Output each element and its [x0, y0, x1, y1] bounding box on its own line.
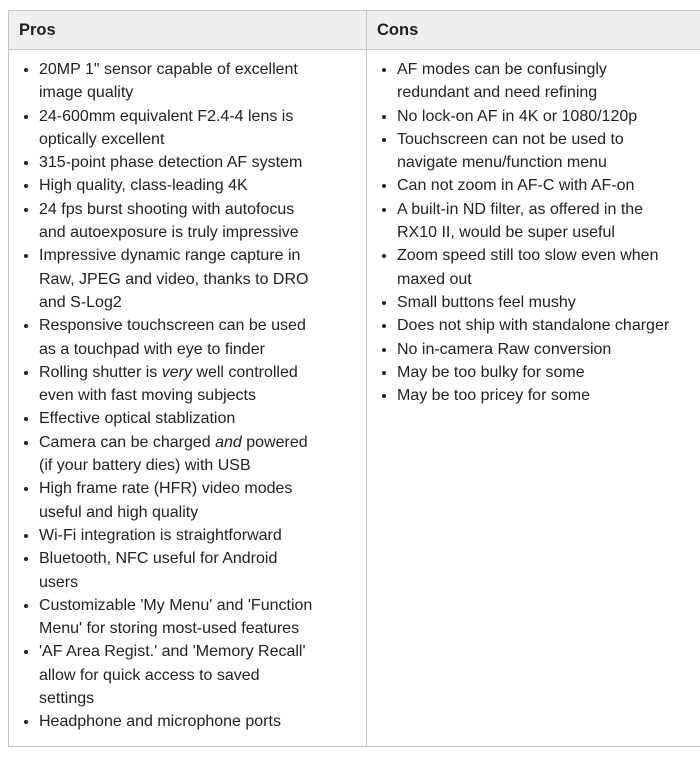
list-item: • May be too pricey for some [397, 384, 677, 407]
pros-list [9, 58, 317, 734]
list-item: • No lock-on AF in 4K or 1080/120p [397, 105, 677, 128]
table-body-row [9, 50, 700, 747]
cons-list [367, 58, 677, 407]
list-item: • No in-camera Raw conversion [397, 338, 677, 361]
list-item: • 'AF Area Regist.' and 'Memory Recall' allow for quick access to saved settings [39, 640, 317, 710]
list-item: • High frame rate (HFR) video modes useful and high quality [39, 477, 317, 524]
cons-header: Cons [367, 11, 700, 50]
list-item: • Customizable 'My Menu' and 'Function Menu' for storing most-used features [39, 594, 317, 641]
list-item: • May be too bulky for some [397, 361, 677, 384]
cons-cell [367, 50, 700, 747]
list-item: • 20MP 1" sensor capable of excellent image quality [39, 58, 317, 105]
list-item: • High quality, class-leading 4K [39, 174, 317, 197]
list-item: • 24 fps burst shooting with autofocus and autoexposure is truly impressive [39, 198, 317, 245]
list-item: • Responsive touchscreen can be used as a touchpad with eye to finder [39, 314, 317, 361]
list-item: • Touchscreen can not be used to navigate menu/function menu [397, 128, 677, 175]
pros-cons-table [8, 10, 700, 747]
list-item: • Rolling shutter is very well controlled even with fast moving subjects [39, 361, 317, 408]
list-item: • Does not ship with standalone charger [397, 314, 677, 337]
table-header-row [9, 11, 700, 50]
list-item: • Bluetooth, NFC useful for Android users [39, 547, 317, 594]
list-item: • Can not zoom in AF-C with AF-on [397, 174, 677, 197]
list-item: • 24-600mm equivalent F2.4-4 lens is optically excellent [39, 105, 317, 152]
list-item: • Headphone and microphone ports [39, 710, 317, 733]
list-item: • Camera can be charged and powered (if your battery dies) with USB [39, 431, 317, 478]
list-item: • AF modes can be confusingly redundant and need refining [397, 58, 677, 105]
list-item: • A built-in ND filter, as offered in the RX10 II, would be super useful [397, 198, 677, 245]
list-item: • Zoom speed still too slow even when maxed out [397, 244, 677, 291]
list-item: • Small buttons feel mushy [397, 291, 677, 314]
pros-header: Pros [9, 11, 367, 50]
list-item: • Wi-Fi integration is straightforward [39, 524, 317, 547]
list-item: • Impressive dynamic range capture in Raw, JPEG and video, thanks to DRO and S-Log2 [39, 244, 317, 314]
pros-cell [9, 50, 367, 747]
list-item: • 315-point phase detection AF system [39, 151, 317, 174]
list-item: • Effective optical stablization [39, 407, 317, 430]
